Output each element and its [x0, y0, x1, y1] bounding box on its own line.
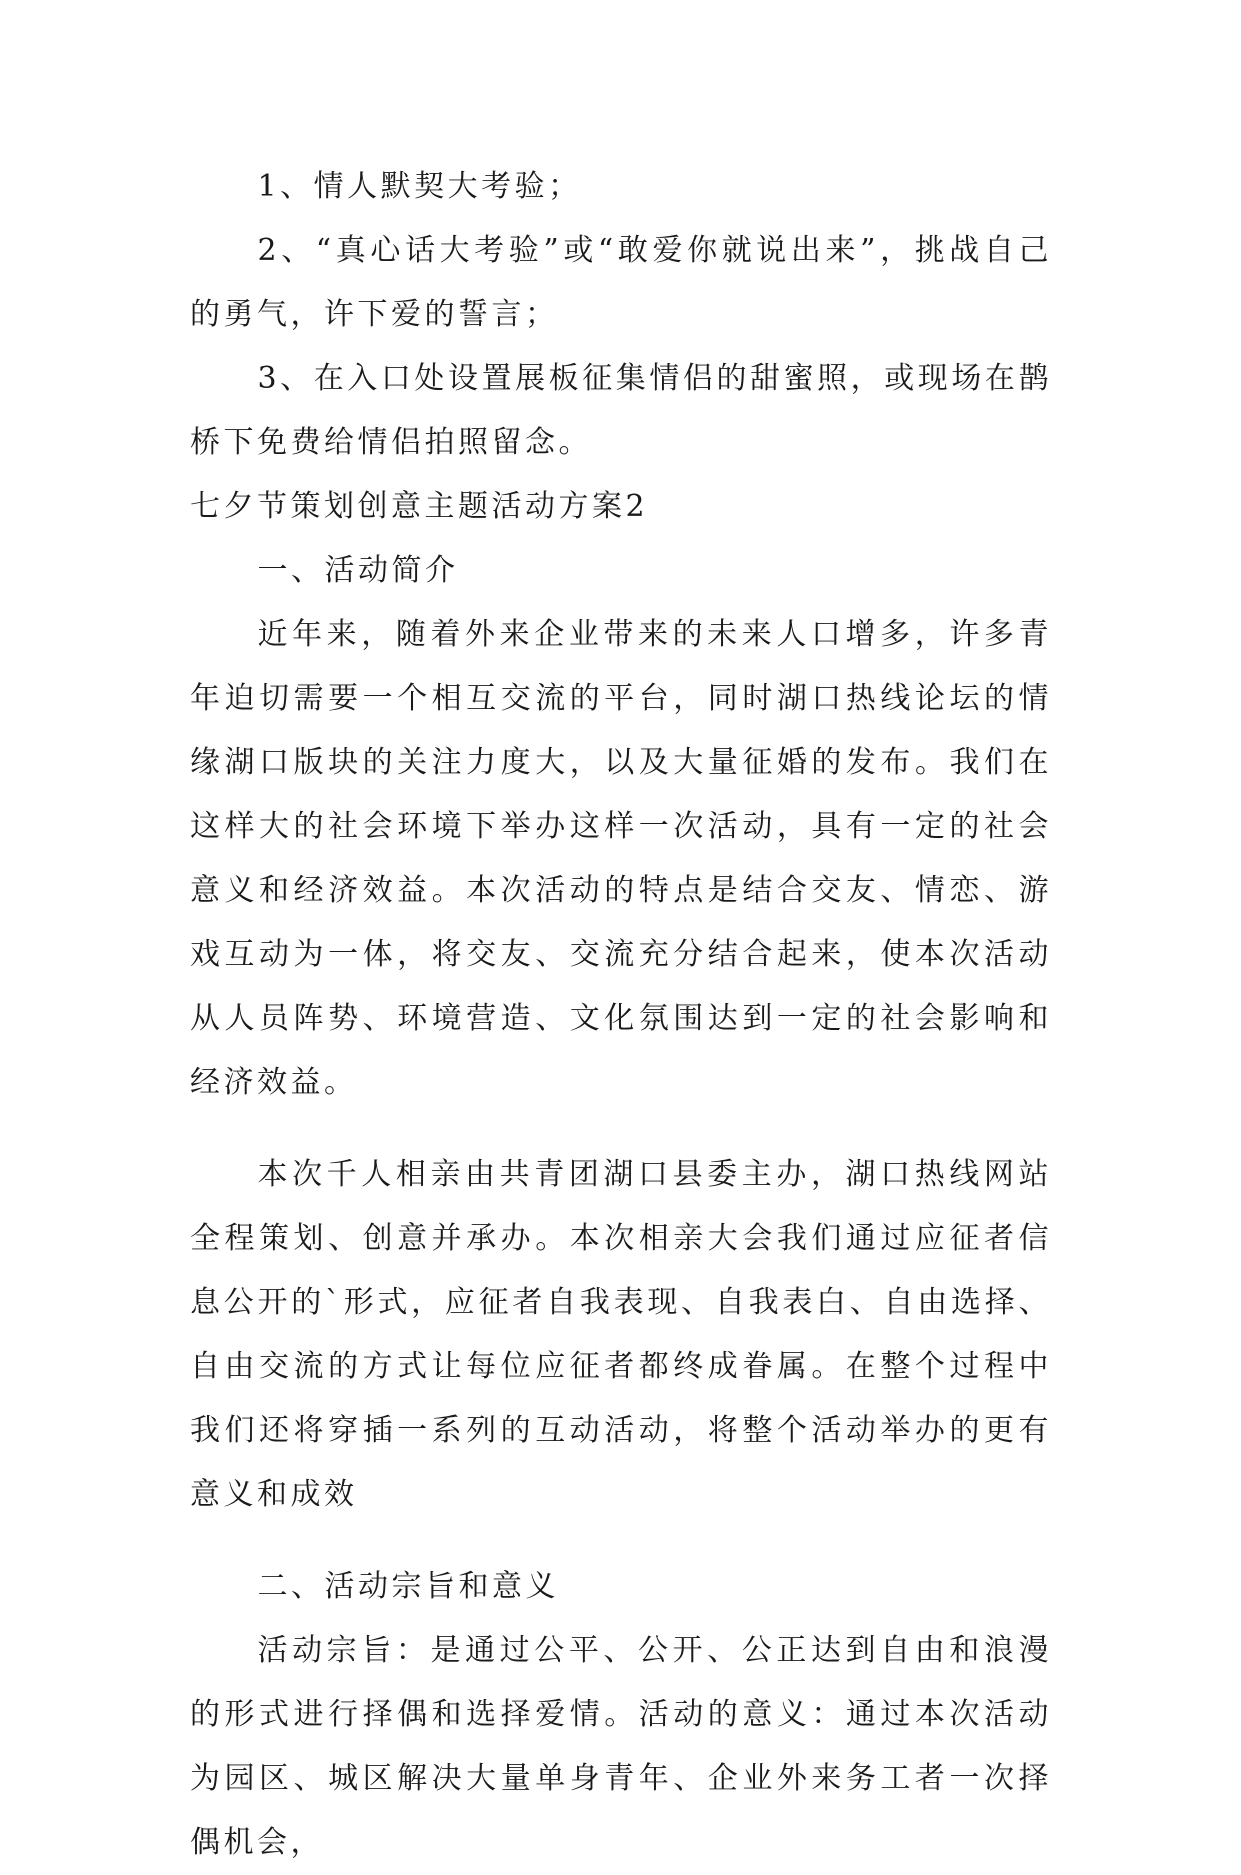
paragraph-purpose: 活动宗旨：是通过公平、公开、公正达到自由和浪漫的形式进行择偶和选择爱情。活动的意义：通过本次活动为园区、城区解决大量单身青年、企业外来务工者一次择偶机会， [190, 1633, 1052, 1860]
paragraph-item-3: 3、在入口处设置展板征集情侣的甜蜜照，或现场在鹊桥下免费给情侣拍照留念。 [190, 361, 1052, 460]
document-body [190, 155, 1052, 1875]
section-title: 七夕节策划创意主题活动方案2 [190, 489, 649, 524]
paragraph-gap [190, 1115, 1052, 1143]
section-heading-purpose: 二、活动宗旨和意义 [257, 1569, 559, 1604]
paragraph-intro-1: 近年来，随着外来企业带来的未来人口增多，许多青年迫切需要一个相互交流的平台，同时湖口热线论坛的情缘湖口版块的关注力度大，以及大量征婚的发布。我们在这样大的社会环境下举办这样一次活动，具有一定的社会意义和经济效益。本次活动的特点是结合交友、情恋、游戏互动为一体，将交友、交流充分结合起来，使本次活动从人员阵势、环境营造、文化氛围达到一定的社会影响和经济效益。 [190, 617, 1052, 1100]
paragraph-intro-2: 本次千人相亲由共青团湖口县委主办，湖口热线网站全程策划、创意并承办。本次相亲大会我们通过应征者信息公开的`形式，应征者自我表现、自我表白、自由选择、自由交流的方式让每位应征者都终成眷属。在整个过程中我们还将穿插一系列的互动活动，将整个活动举办的更有意义和成效 [190, 1157, 1052, 1512]
paragraph-gap [190, 1527, 1052, 1555]
paragraph-item-2: 2、“真心话大考验”或“敢爱你就说出来”，挑战自己的勇气，许下爱的誓言； [190, 233, 1052, 332]
paragraph-item-1: 1、情人默契大考验； [257, 169, 582, 204]
section-heading-intro: 一、活动简介 [257, 553, 459, 588]
